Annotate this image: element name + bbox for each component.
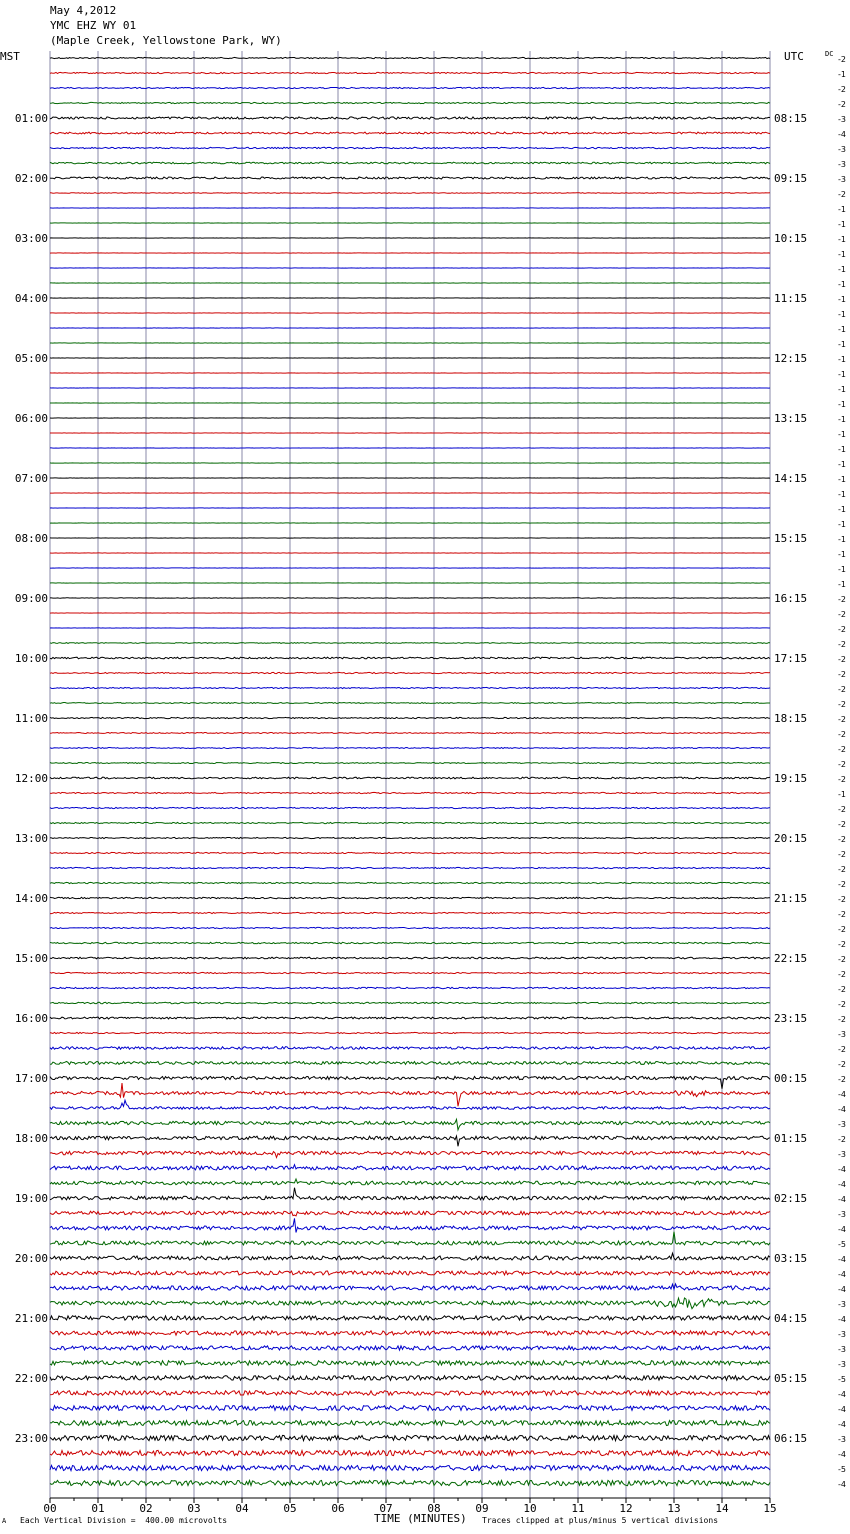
- x-tick-label: 14: [715, 1502, 729, 1515]
- right-hour-label: 00:15: [774, 1072, 808, 1085]
- dc-offset-label: -1: [838, 310, 846, 319]
- trace-row-71: [50, 1119, 770, 1130]
- dc-offset-label: -4: [838, 1450, 846, 1459]
- dc-offset-label: -3: [838, 175, 846, 184]
- dc-offset-label: -1: [838, 250, 846, 259]
- trace-row-87: [50, 1361, 770, 1366]
- left-hour-label: 22:00: [14, 1372, 48, 1385]
- left-hour-label: 09:00: [14, 592, 48, 605]
- dc-offset-label: -2: [838, 925, 846, 934]
- dc-offset-label: -1: [838, 280, 846, 289]
- dc-header-label: DC: [825, 50, 834, 58]
- dc-offset-label: -2: [838, 760, 846, 769]
- x-tick-label: 15: [763, 1502, 777, 1515]
- dc-offset-label: -2: [838, 940, 846, 949]
- trace-row-93: [50, 1450, 770, 1455]
- trace-row-83: [50, 1298, 770, 1309]
- dc-offset-label: -4: [838, 1180, 846, 1189]
- label-layer: [15, 55, 846, 1515]
- x-tick-label: 09: [475, 1502, 489, 1515]
- left-hour-label: 05:00: [14, 352, 48, 365]
- dc-offset-label: -4: [838, 1105, 846, 1114]
- dc-offset-label: -2: [838, 805, 846, 814]
- trace-row-68: [50, 1076, 770, 1088]
- trace-row-0: [50, 57, 770, 58]
- left-timezone-label: MST: [0, 50, 20, 63]
- left-hour-label: 08:00: [14, 532, 48, 545]
- left-hour-label: 06:00: [14, 412, 48, 425]
- dc-offset-label: -2: [838, 55, 846, 64]
- left-hour-label: 03:00: [14, 232, 48, 245]
- trace-row-57: [50, 912, 770, 913]
- dc-offset-label: -1: [838, 535, 846, 544]
- dc-offset-label: -2: [838, 1060, 846, 1069]
- trace-row-75: [50, 1179, 770, 1185]
- right-hour-label: 12:15: [774, 352, 808, 365]
- left-hour-label: 15:00: [14, 952, 48, 965]
- trace-row-61: [50, 972, 770, 973]
- trace-row-53: [50, 852, 770, 853]
- dc-offset-label: -2: [838, 820, 846, 829]
- dc-offset-label: -3: [838, 160, 846, 169]
- dc-offset-label: -1: [838, 220, 846, 229]
- dc-offset-label: -2: [838, 1000, 846, 1009]
- dc-offset-label: -2: [838, 1075, 846, 1084]
- dc-offset-label: -2: [838, 970, 846, 979]
- dc-offset-label: -2: [838, 895, 846, 904]
- dc-offset-label: -1: [838, 340, 846, 349]
- trace-row-41: [50, 672, 770, 673]
- trace-row-60: [50, 957, 770, 959]
- corner-mark: A: [2, 1517, 7, 1525]
- dc-offset-label: -4: [838, 1420, 846, 1429]
- trace-row-4: [50, 117, 770, 119]
- trace-row-82: [50, 1284, 770, 1290]
- trace-row-92: [50, 1435, 770, 1440]
- dc-offset-label: -4: [838, 1270, 846, 1279]
- dc-offset-label: -1: [838, 565, 846, 574]
- dc-offset-label: -2: [838, 655, 846, 664]
- x-tick-label: 06: [331, 1502, 345, 1515]
- dc-offset-label: -2: [838, 985, 846, 994]
- x-tick-label: 08: [427, 1502, 441, 1515]
- trace-row-91: [50, 1421, 770, 1426]
- right-hour-label: 08:15: [774, 112, 808, 125]
- dc-offset-label: -1: [838, 205, 846, 214]
- dc-offset-label: -1: [838, 295, 846, 304]
- dc-offset-label: -4: [838, 1285, 846, 1294]
- dc-offset-label: -3: [838, 1150, 846, 1159]
- trace-row-74: [50, 1165, 770, 1170]
- trace-layer: [50, 57, 770, 1485]
- dc-offset-label: -1: [838, 70, 846, 79]
- trace-row-67: [50, 1062, 770, 1065]
- trace-row-54: [50, 867, 770, 868]
- trace-row-56: [50, 897, 770, 898]
- dc-offset-label: -2: [838, 910, 846, 919]
- trace-row-50: [50, 807, 770, 808]
- dc-offset-label: -2: [838, 715, 846, 724]
- trace-row-63: [50, 1002, 770, 1003]
- dc-offset-label: -2: [838, 1045, 846, 1054]
- dc-offset-label: -3: [838, 1120, 846, 1129]
- right-hour-label: 09:15: [774, 172, 808, 185]
- dc-offset-label: -1: [838, 475, 846, 484]
- x-tick-label: 11: [571, 1502, 585, 1515]
- trace-row-85: [50, 1331, 770, 1335]
- right-hour-label: 21:15: [774, 892, 808, 905]
- trace-row-6: [50, 147, 770, 148]
- trace-row-62: [50, 987, 770, 988]
- x-tick-label: 02: [139, 1502, 153, 1515]
- trace-row-9: [50, 193, 770, 194]
- right-hour-label: 10:15: [774, 232, 808, 245]
- dc-offset-label: -4: [838, 1090, 846, 1099]
- left-hour-label: 19:00: [14, 1192, 48, 1205]
- trace-row-2: [50, 87, 770, 88]
- x-tick-label: 03: [187, 1502, 201, 1515]
- trace-row-89: [50, 1391, 770, 1396]
- trace-row-40: [50, 657, 770, 659]
- dc-offset-label: -5: [838, 1465, 846, 1474]
- dc-offset-label: -2: [838, 640, 846, 649]
- trace-row-51: [50, 822, 770, 823]
- dc-offset-label: -1: [838, 385, 846, 394]
- trace-row-55: [50, 882, 770, 883]
- dc-offset-label: -1: [838, 430, 846, 439]
- dc-offset-label: -1: [838, 505, 846, 514]
- station-label: YMC EHZ WY 01: [50, 19, 137, 32]
- trace-row-79: [50, 1232, 770, 1245]
- dc-offset-label: -2: [838, 955, 846, 964]
- trace-row-84: [50, 1316, 770, 1320]
- dc-offset-label: -2: [838, 880, 846, 889]
- trace-row-8: [50, 177, 770, 179]
- trace-row-58: [50, 927, 770, 928]
- dc-offset-label: -1: [838, 370, 846, 379]
- dc-offset-label: -4: [838, 130, 846, 139]
- trace-row-76: [50, 1188, 770, 1200]
- dc-offset-label: -1: [838, 490, 846, 499]
- dc-offset-label: -3: [838, 1330, 846, 1339]
- date-label: May 4,2012: [50, 4, 117, 17]
- dc-offset-label: -5: [838, 1375, 846, 1384]
- trace-row-7: [50, 162, 770, 164]
- right-hour-label: 16:15: [774, 592, 808, 605]
- dc-offset-label: -1: [838, 445, 846, 454]
- trace-row-86: [50, 1346, 770, 1350]
- x-tick-label: 12: [619, 1502, 633, 1515]
- left-hour-label: 23:00: [14, 1432, 48, 1445]
- right-hour-label: 11:15: [774, 292, 808, 305]
- dc-offset-label: -2: [838, 595, 846, 604]
- right-hour-label: 17:15: [774, 652, 808, 665]
- dc-offset-label: -1: [838, 265, 846, 274]
- scale-note: Each Vertical Division = 400.00 microvolts: [20, 1516, 228, 1525]
- trace-row-94: [50, 1465, 770, 1470]
- trace-row-69: [50, 1083, 770, 1106]
- dc-offset-label: -3: [838, 1210, 846, 1219]
- dc-offset-label: -2: [838, 100, 846, 109]
- dc-offset-label: -2: [838, 1015, 846, 1024]
- trace-row-90: [50, 1406, 770, 1411]
- left-hour-label: 18:00: [14, 1132, 48, 1145]
- trace-row-49: [50, 792, 770, 793]
- right-hour-label: 18:15: [774, 712, 808, 725]
- x-tick-label: 10: [523, 1502, 537, 1515]
- left-hour-label: 20:00: [14, 1252, 48, 1265]
- x-tick-label: 00: [43, 1502, 57, 1515]
- dc-offset-label: -2: [838, 865, 846, 874]
- left-hour-label: 16:00: [14, 1012, 48, 1025]
- dc-offset-label: -3: [838, 1300, 846, 1309]
- right-hour-label: 04:15: [774, 1312, 808, 1325]
- trace-row-95: [50, 1480, 770, 1485]
- dc-offset-label: -4: [838, 1225, 846, 1234]
- dc-offset-label: -1: [838, 415, 846, 424]
- dc-offset-label: -2: [838, 835, 846, 844]
- dc-offset-label: -1: [838, 325, 846, 334]
- dc-offset-label: -1: [838, 580, 846, 589]
- dc-offset-label: -3: [838, 1360, 846, 1369]
- right-timezone-label: UTC: [784, 50, 804, 63]
- dc-offset-label: -4: [838, 1195, 846, 1204]
- dc-offset-label: -1: [838, 235, 846, 244]
- trace-row-1: [50, 72, 770, 73]
- left-hour-label: 12:00: [14, 772, 48, 785]
- dc-offset-label: -4: [838, 1255, 846, 1264]
- x-tick-label: 05: [283, 1502, 297, 1515]
- dc-offset-label: -3: [838, 1435, 846, 1444]
- dc-offset-label: -4: [838, 1480, 846, 1489]
- x-tick-label: 13: [667, 1502, 681, 1515]
- left-hour-label: 13:00: [14, 832, 48, 845]
- right-hour-label: 01:15: [774, 1132, 808, 1145]
- trace-row-65: [50, 1032, 770, 1033]
- dc-offset-label: -2: [838, 730, 846, 739]
- dc-offset-label: -2: [838, 685, 846, 694]
- trace-row-66: [50, 1047, 770, 1050]
- dc-offset-label: -2: [838, 625, 846, 634]
- dc-offset-label: -2: [838, 745, 846, 754]
- trace-row-59: [50, 942, 770, 943]
- right-hour-label: 02:15: [774, 1192, 808, 1205]
- left-hour-label: 10:00: [14, 652, 48, 665]
- left-hour-label: 01:00: [14, 112, 48, 125]
- dc-offset-label: -1: [838, 355, 846, 364]
- clip-note: Traces clipped at plus/minus 5 vertical divisions: [482, 1516, 719, 1525]
- dc-offset-label: -3: [838, 1030, 846, 1039]
- x-axis-title: TIME (MINUTES): [374, 1512, 467, 1525]
- x-tick-label: 07: [379, 1502, 393, 1515]
- right-hour-label: 19:15: [774, 772, 808, 785]
- trace-row-45: [50, 733, 770, 734]
- trace-row-73: [50, 1151, 770, 1157]
- trace-row-39: [50, 643, 770, 644]
- trace-row-42: [50, 687, 770, 688]
- left-hour-label: 17:00: [14, 1072, 48, 1085]
- right-hour-label: 23:15: [774, 1012, 808, 1025]
- dc-offset-label: -2: [838, 775, 846, 784]
- dc-offset-label: -4: [838, 1390, 846, 1399]
- dc-offset-label: -4: [838, 1165, 846, 1174]
- right-hour-label: 13:15: [774, 412, 808, 425]
- dc-offset-label: -4: [838, 1315, 846, 1324]
- trace-row-64: [50, 1017, 770, 1019]
- right-hour-label: 06:15: [774, 1432, 808, 1445]
- left-hour-label: 02:00: [14, 172, 48, 185]
- dc-offset-label: -3: [838, 145, 846, 154]
- trace-row-46: [50, 748, 770, 749]
- trace-row-48: [50, 777, 770, 779]
- x-tick-label: 04: [235, 1502, 249, 1515]
- right-hour-label: 15:15: [774, 532, 808, 545]
- trace-row-70: [50, 1100, 770, 1109]
- left-hour-label: 04:00: [14, 292, 48, 305]
- right-hour-label: 14:15: [774, 472, 808, 485]
- trace-row-44: [50, 717, 770, 718]
- dc-offset-label: -2: [838, 610, 846, 619]
- x-tick-label: 01: [91, 1502, 105, 1515]
- trace-row-72: [50, 1136, 770, 1146]
- dc-offset-label: -1: [838, 550, 846, 559]
- trace-row-77: [50, 1211, 770, 1216]
- dc-offset-label: -2: [838, 850, 846, 859]
- trace-row-88: [50, 1376, 770, 1381]
- dc-offset-label: -3: [838, 115, 846, 124]
- left-hour-label: 11:00: [14, 712, 48, 725]
- left-hour-label: 21:00: [14, 1312, 48, 1325]
- location-label: (Maple Creek, Yellowstone Park, WY): [50, 34, 282, 47]
- trace-row-43: [50, 703, 770, 704]
- dc-offset-label: -3: [838, 1345, 846, 1354]
- dc-offset-label: -1: [838, 460, 846, 469]
- right-hour-label: 05:15: [774, 1372, 808, 1385]
- dc-offset-label: -5: [838, 1240, 846, 1249]
- dc-offset-label: -2: [838, 1135, 846, 1144]
- dc-offset-label: -2: [838, 700, 846, 709]
- trace-row-3: [50, 102, 770, 103]
- left-hour-label: 14:00: [14, 892, 48, 905]
- dc-offset-label: -2: [838, 670, 846, 679]
- dc-offset-label: -2: [838, 85, 846, 94]
- right-hour-label: 03:15: [774, 1252, 808, 1265]
- left-hour-label: 07:00: [14, 472, 48, 485]
- dc-offset-label: -2: [838, 190, 846, 199]
- trace-row-5: [50, 132, 770, 134]
- right-hour-label: 20:15: [774, 832, 808, 845]
- dc-offset-label: -1: [838, 400, 846, 409]
- dc-offset-label: -4: [838, 1405, 846, 1414]
- trace-row-78: [50, 1218, 770, 1232]
- trace-row-81: [50, 1271, 770, 1275]
- trace-row-52: [50, 837, 770, 838]
- dc-offset-label: -1: [838, 520, 846, 529]
- dc-offset-label: -1: [838, 790, 846, 799]
- trace-row-80: [50, 1253, 770, 1260]
- right-hour-label: 22:15: [774, 952, 808, 965]
- trace-row-47: [50, 763, 770, 764]
